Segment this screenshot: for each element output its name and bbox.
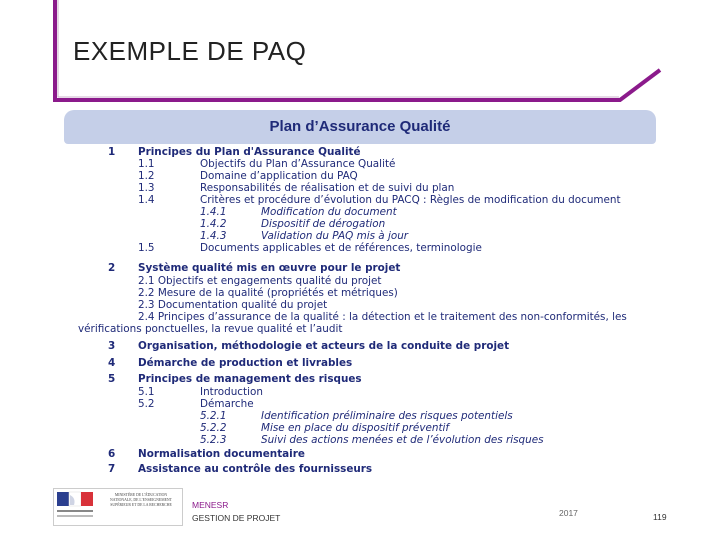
toc-item: 2.3 Documentation qualité du projet (138, 299, 328, 311)
slide-title: EXEMPLE DE PAQ (73, 36, 307, 66)
toc-num: 4 (108, 357, 116, 369)
toc-num: 1.4 (138, 194, 155, 206)
toc-subitem: Identification préliminaire des risques potentiels (261, 410, 513, 422)
footer-subtitle: GESTION DE PROJET (192, 513, 281, 523)
toc-item: 2.1 Objectifs et engagements qualité du projet (138, 275, 382, 287)
toc-item: 2.2 Mesure de la qualité (propriétés et métriques) (138, 287, 398, 299)
toc-num: 7 (108, 463, 116, 475)
toc-num: 1.1 (138, 158, 155, 170)
toc-num: 1.4.3 (200, 230, 227, 242)
toc-num: 1.4.1 (200, 206, 227, 218)
toc-item: Domaine d’application du PAQ (200, 170, 358, 182)
ministry-logo-text: MINISTÈRE DE L’ÉDUCATION NATIONALE, DE L’ENSEIGNEMENT SUPÉRIEUR ET DE LA RECHERCHE (110, 493, 172, 507)
toc-item: Documents applicables et de références, terminologie (200, 242, 482, 254)
toc-item: vérifications ponctuelles, la revue qualité et l’audit (78, 323, 343, 335)
toc-item: Responsabilités de réalisation et de suivi du plan (200, 182, 455, 194)
toc-num: 1 (108, 146, 116, 158)
toc-subitem: Mise en place du dispositif préventif (261, 422, 450, 434)
toc-subitem: Suivi des actions menées et de l’évolution des risques (261, 434, 544, 446)
page-number: 119 (653, 512, 667, 522)
toc-heading: Système qualité mis en œuvre pour le projet (138, 262, 401, 274)
footer-year: 2017 (559, 508, 578, 518)
toc-item: Introduction (200, 386, 263, 398)
toc-heading: Assistance au contrôle des fournisseurs (138, 463, 373, 475)
footer-org: MENESR (192, 500, 229, 510)
toc-num: 5.2.1 (200, 410, 227, 422)
toc-num: 6 (108, 448, 116, 460)
toc-subitem: Dispositif de dérogation (261, 218, 386, 230)
banner-title: Plan d’Assurance Qualité (269, 118, 451, 135)
marianne-flag-icon (57, 490, 99, 524)
toc-num: 5.2 (138, 398, 155, 410)
toc-subitem: Modification du document (261, 206, 397, 218)
toc-num: 1.2 (138, 170, 155, 182)
toc-num: 1.5 (138, 242, 155, 254)
toc-subitem: Validation du PAQ mis à jour (261, 230, 409, 242)
toc-num: 1.4.2 (200, 218, 227, 230)
toc-item: Objectifs du Plan d’Assurance Qualité (200, 158, 396, 170)
ministry-logo (53, 488, 183, 526)
toc-item: Démarche (200, 398, 254, 410)
toc-num: 5.1 (138, 386, 155, 398)
toc-item: 2.4 Principes d’assurance de la qualité : la détection et le traitement des non-conformités, les (138, 311, 627, 323)
toc-heading: Normalisation documentaire (138, 448, 305, 460)
toc-heading: Organisation, méthodologie et acteurs de la conduite de projet (138, 340, 510, 352)
toc-num: 2 (108, 262, 116, 274)
toc-item: Critères et procédure d’évolution du PACQ : Règles de modification du document (200, 194, 621, 206)
toc-heading: Principes de management des risques (138, 373, 362, 385)
toc-heading: Principes du Plan d'Assurance Qualité (138, 146, 361, 158)
toc-heading: Démarche de production et livrables (138, 357, 353, 369)
toc-num: 5.2.2 (200, 422, 227, 434)
toc-num: 5.2.3 (200, 434, 227, 446)
toc-num: 3 (108, 340, 116, 352)
toc-num: 1.3 (138, 182, 155, 194)
toc-num: 5 (108, 373, 116, 385)
